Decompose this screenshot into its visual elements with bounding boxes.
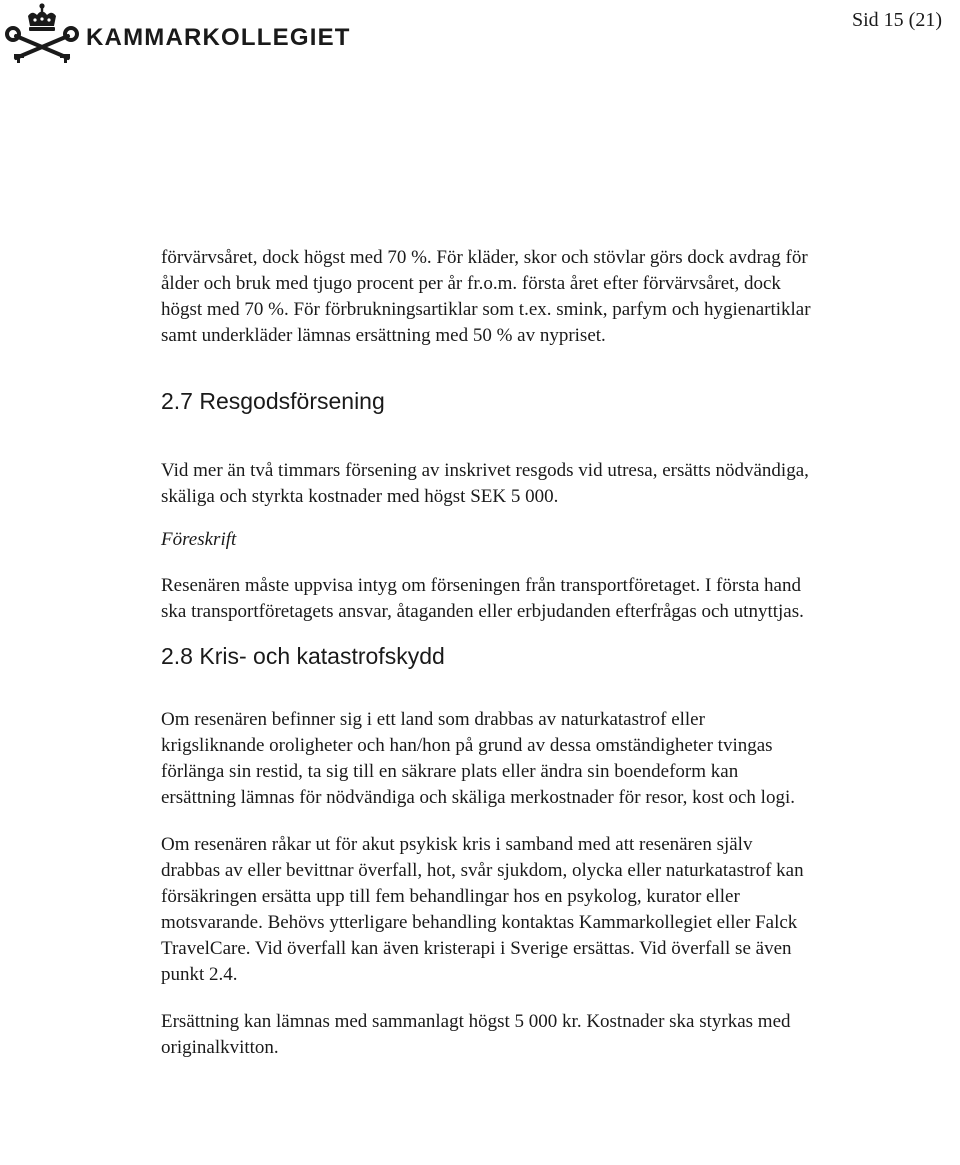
document-body (161, 245, 811, 1061)
crown-keys-icon (4, 2, 80, 64)
section-heading-2-8: 2.8 Kris- och katastrofskydd (161, 643, 445, 669)
kammarkollegiet-logo (4, 2, 351, 64)
page-header (0, 0, 960, 70)
page-number: Sid 15 (21) (852, 9, 942, 31)
intro-paragraph: förvärvsåret, dock högst med 70 %. För kläder, skor och stövlar görs dock avdrag för ålder och bruk med tjugo procent per år fr.o.m. första året efter förvärvsåret, dock högst med 70 %. För förbrukningsartiklar som t.ex. smink, parfym och hygienartiklar samt underkläder lämnas ersättning med 50 % av nypriset. (161, 247, 811, 346)
regulation-label: Föreskrift (161, 529, 237, 550)
regulation-paragraph: Resenären måste uppvisa intyg om förseningen från transportföretaget. I första hand ska transportföretagets ansvar, åtaganden eller erbjudanden efterfrågas och utnyttjas. (161, 575, 804, 622)
section-2-8-paragraph-1: Om resenären befinner sig i ett land som drabbas av naturkatastrof eller krigsliknande oroligheter och han/hon på grund av dessa omständigheter tvingas förlänga sin restid, ta sig till en säkrare plats eller ändra sin boendeform kan ersättning lämnas för nödvändiga och skäliga merkostnader för resor, kost och logi. (161, 709, 795, 808)
section-2-8-paragraph-2: Om resenären råkar ut för akut psykisk kris i samband med att resenären själv drabbas av eller bevittnar överfall, hot, svår sjukdom, olycka eller naturkatastrof kan försäkringen ersätta upp till fem behandlingar hos en psykolog, kurator eller motsvarande. Behövs ytterligare behandling kontaktas Kammarkollegiet eller Falck TravelCare. Vid överfall kan även kristerapi i Sverige ersättas. Vid överfall se även punkt 2.4. (161, 834, 804, 985)
section-2-7-paragraph: Vid mer än två timmars försening av inskrivet resgods vid utresa, ersätts nödvändiga, skäliga och styrkta kostnader med högst SEK 5 000. (161, 460, 809, 507)
section-2-8-paragraph-3: Ersättning kan lämnas med sammanlagt högst 5 000 kr. Kostnader ska styrkas med originalkvitton. (161, 1011, 791, 1058)
logo-text: KAMMARKOLLEGIET (86, 24, 351, 51)
section-heading-2-7: 2.7 Resgodsförsening (161, 388, 385, 414)
